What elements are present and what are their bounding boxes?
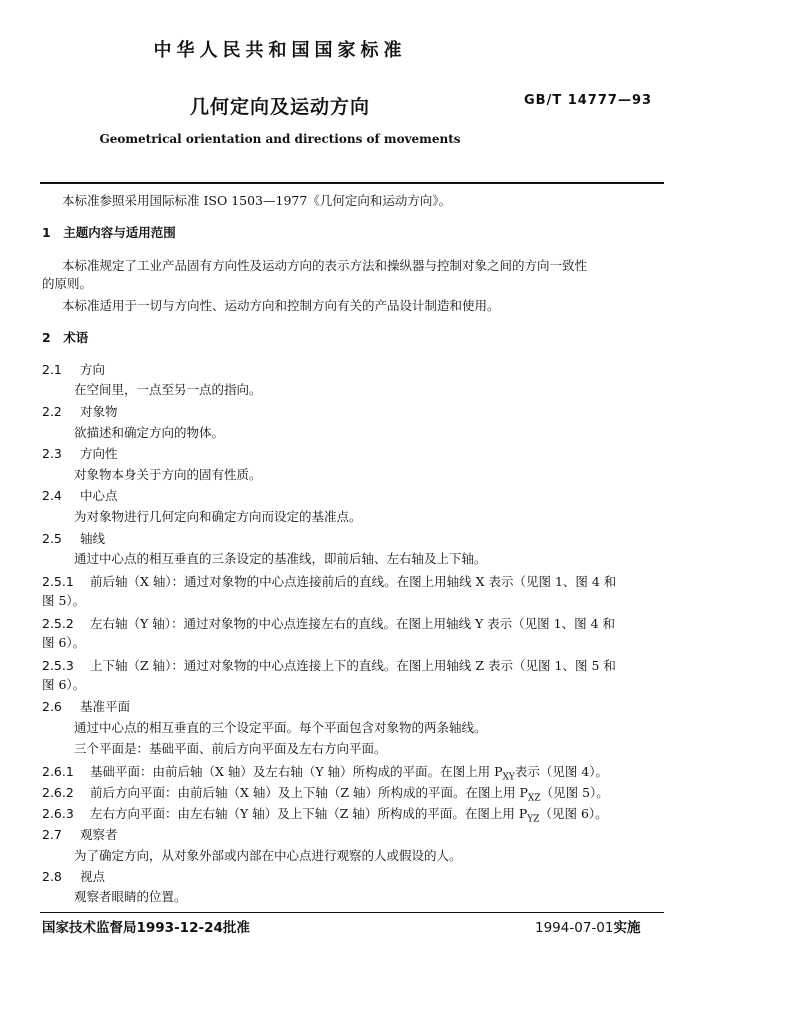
subterm-text-cont: 图 6）。: [42, 635, 86, 650]
term-title: 基准平面: [80, 699, 131, 714]
term-definition: 通过中心点的相互垂直的三个设定平面。每个平面包含对象物的两条轴线。: [74, 720, 487, 735]
section-1-paragraph-1-cont: 的原则。: [42, 276, 93, 291]
term-number: 2.6: [42, 699, 62, 714]
subterm-text: 基础平面：由前后轴（X 轴）及左右轴（Y 轴）所构成的平面。在图上用 $P_{XY}$表示（见图 4）。: [90, 764, 609, 783]
term-definition: 为了确定方向，从对象外部或内部在中心点进行观察的人或假设的人。: [74, 848, 462, 863]
subterm-text-cont: 图 5）。: [42, 593, 86, 608]
term-definition: 对象物本身关于方向的固有性质。: [74, 467, 262, 482]
term-title: 中心点: [80, 488, 118, 503]
subterm-number: 2.6.1: [42, 764, 74, 779]
subterm-number: 2.5.3: [42, 658, 74, 673]
term-definition: 通过中心点的相互垂直的三条设定的基准线，即前后轴、左右轴及上下轴。: [74, 551, 487, 566]
english-title: Geometrical orientation and directions of movements: [99, 132, 461, 146]
page-title: 几何定向及运动方向: [189, 96, 370, 118]
section-1-heading: 1 主题内容与适用范围: [42, 225, 176, 240]
term-number: 2.1: [42, 362, 62, 377]
term-number: 2.2: [42, 404, 62, 419]
term-title: 观察者: [80, 827, 118, 842]
term-number: 2.7: [42, 827, 62, 842]
term-number: 2.8: [42, 869, 62, 884]
subterm-number: 2.6.2: [42, 785, 74, 800]
section-1-paragraph-2: 本标准适用于一切与方向性、运动方向和控制方向有关的产品设计制造和使用。: [62, 298, 500, 313]
subterm-number: 2.6.3: [42, 806, 74, 821]
subterm-text: 左右轴（Y 轴）：通过对象物的中心点连接左右的直线。在图上用轴线 Y 表示（见图 1、图 4 和: [90, 616, 616, 631]
implementation-date: 1994-07-01实施: [535, 920, 641, 936]
term-title: 方向: [80, 362, 106, 377]
section-2-heading: 2 术语: [42, 330, 89, 345]
term-title: 方向性: [80, 446, 118, 461]
term-number: 2.3: [42, 446, 62, 461]
term-definition: 欲描述和确定方向的物体。: [74, 425, 225, 440]
header-divider: [40, 182, 664, 184]
term-number: 2.4: [42, 488, 62, 503]
term-definition: 为对象物进行几何定向和确定方向而设定的基准点。: [74, 509, 362, 524]
intro-text: 本标准参照采用国际标准 ISO 1503—1977《几何定向和运动方向》。: [62, 193, 452, 208]
subterm-text: 上下轴（Z 轴）：通过对象物的中心点连接上下的直线。在图上用轴线 Z 表示（见图 1、图 5 和: [90, 658, 616, 673]
subterm-number: 2.5.1: [42, 574, 74, 589]
term-title: 轴线: [80, 531, 106, 546]
subterm-text-cont: 图 6）。: [42, 677, 86, 692]
approval-date: 国家技术监督局1993-12-24批准: [42, 920, 250, 936]
term-number: 2.5: [42, 531, 62, 546]
subterm-number: 2.5.2: [42, 616, 74, 631]
subterm-text: 前后轴（X 轴）：通过对象物的中心点连接前后的直线。在图上用轴线 X 表示（见图 1、图 4 和: [90, 574, 617, 589]
term-definition: 三个平面是：基础平面、前后方向平面及左右方向平面。: [74, 741, 387, 756]
subterm-text: 左右方向平面：由左右轴（Y 轴）及上下轴（Z 轴）所构成的平面。在图上用 $P_{YZ}$（见图 6）。: [90, 806, 608, 825]
term-definition: 在空间里，一点至另一点的指向。: [74, 382, 262, 397]
term-title: 视点: [80, 869, 106, 884]
term-definition: 观察者眼睛的位置。: [74, 889, 187, 904]
standard-code: GB/T 14777—93: [524, 93, 653, 108]
section-1-paragraph-1: 本标准规定了工业产品固有方向性及运动方向的表示方法和操纵器与控制对象之间的方向一致性: [62, 258, 588, 273]
subterm-text: 前后方向平面：由前后轴（X 轴）及上下轴（Z 轴）所构成的平面。在图上用 $P_{XZ}$（见图 5）。: [90, 785, 609, 804]
term-title: 对象物: [80, 404, 118, 419]
header-org: 中华人民共和国国家标准: [153, 40, 407, 61]
footer-divider: [40, 912, 664, 913]
